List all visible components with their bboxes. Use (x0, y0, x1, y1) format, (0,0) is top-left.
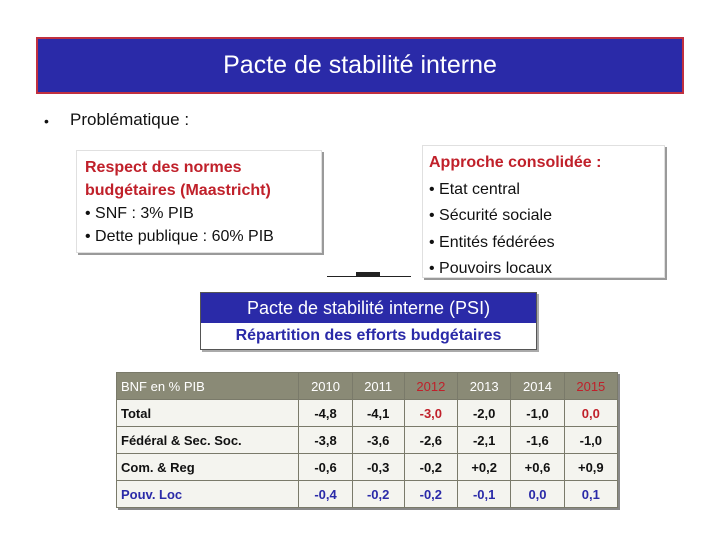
table-cell: -0,1 (458, 481, 511, 508)
consolidated-item: • Etat central (429, 180, 520, 198)
table-cell: -0,2 (352, 481, 404, 508)
consolidated-item: • Pouvoirs locaux (429, 260, 552, 277)
psi-subtitle: Répartition des efforts budgétaires (235, 327, 502, 344)
table-cell: 0,0 (511, 481, 564, 508)
psi-box (200, 292, 537, 350)
table-header-year: 2011 (352, 373, 404, 400)
table-cell: -2,6 (404, 427, 457, 454)
psi-title: Pacte de stabilité interne (PSI) (201, 293, 536, 323)
table-cell: -1,6 (511, 427, 564, 454)
table-cell: 0,1 (564, 481, 617, 508)
problematique-label: Problématique : (70, 110, 190, 129)
table-cell: -0,6 (299, 454, 352, 481)
table-cell: -3,8 (299, 427, 352, 454)
table-cell: -4,1 (352, 400, 404, 427)
table-cell: -0,4 (299, 481, 352, 508)
table-cell: -2,0 (458, 400, 511, 427)
table-row (117, 400, 618, 427)
table-cell: -0,2 (404, 454, 457, 481)
consolidated-item: • Sécurité sociale (429, 207, 552, 224)
maastricht-item: • Dette publique : 60% PIB (85, 228, 274, 245)
budget-table (116, 372, 618, 508)
maastricht-heading-line1: Respect des normes (85, 159, 242, 176)
slide-title: Pacte de stabilité interne (36, 37, 684, 94)
table-cell: -0,2 (404, 481, 457, 508)
table-cell: -1,0 (564, 427, 617, 454)
row-label: Com. & Reg (117, 454, 299, 481)
table-cell: +0,6 (511, 454, 564, 481)
row-label: Fédéral & Sec. Soc. (117, 427, 299, 454)
table-row (117, 427, 618, 454)
row-label: Pouv. Loc (117, 481, 299, 508)
table-row (117, 481, 618, 508)
table-header-label: BNF en % PIB (117, 373, 299, 400)
maastricht-item: • SNF : 3% PIB (85, 205, 194, 222)
table-cell: -2,1 (458, 427, 511, 454)
table-cell: -3,0 (404, 400, 457, 427)
table-cell: -4,8 (299, 400, 352, 427)
bullet-marker: • (44, 113, 49, 129)
consolidated-heading: Approche consolidée : (429, 154, 602, 171)
connector-mark (356, 272, 380, 277)
row-label: Total (117, 400, 299, 427)
maastricht-heading-line2: budgétaires (Maastricht) (85, 182, 271, 199)
consolidated-item: • Entités fédérées (429, 233, 555, 251)
table-cell: 0,0 (564, 400, 617, 427)
table-header-year: 2012 (404, 373, 457, 400)
table-header-year: 2015 (564, 373, 617, 400)
table-cell: +0,9 (564, 454, 617, 481)
consolidated-box (422, 145, 665, 278)
table-cell: +0,2 (458, 454, 511, 481)
table-header-year: 2010 (299, 373, 352, 400)
table-cell: -0,3 (352, 454, 404, 481)
table-header-year: 2013 (458, 373, 511, 400)
maastricht-box (76, 150, 322, 253)
table-row (117, 454, 618, 481)
table-cell: -3,6 (352, 427, 404, 454)
table-cell: -1,0 (511, 400, 564, 427)
table-header-row (117, 373, 618, 400)
table-header-year: 2014 (511, 373, 564, 400)
